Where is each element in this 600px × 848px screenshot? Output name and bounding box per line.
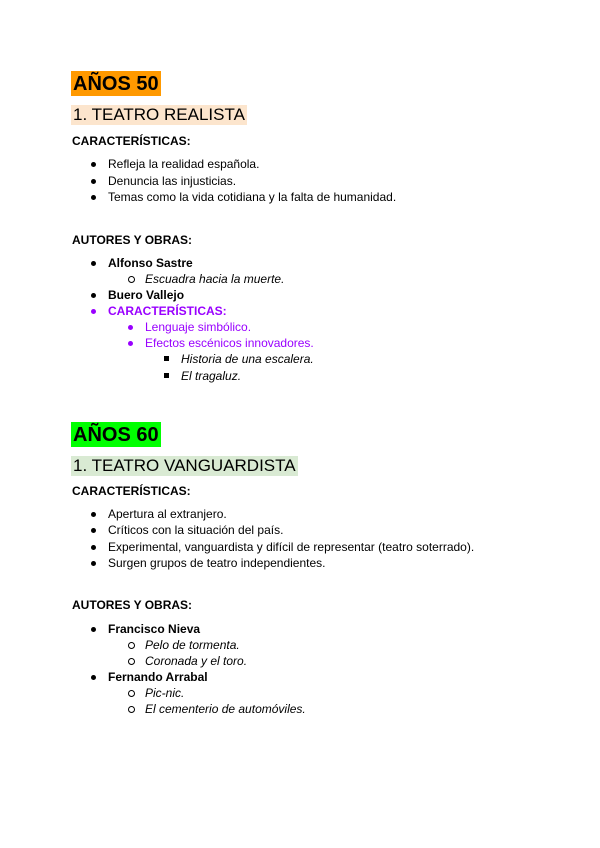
list-item: Surgen grupos de teatro independientes. [91, 556, 326, 570]
era-heading-60: AÑOS 60 [73, 424, 159, 446]
authors-heading-50: AUTORES Y OBRAS: [72, 233, 193, 247]
list-item: Experimental, vanguardista y difícil de representar (teatro soterrado). [91, 540, 474, 554]
list-item: Críticos con la situación del país. [91, 523, 283, 537]
work-item: El cementerio de automóviles. [128, 702, 306, 716]
work-item: Pic-nic. [128, 686, 184, 700]
characteristics-heading-60: CARACTERÍSTICAS: [72, 484, 191, 498]
author-item: Alfonso Sastre [91, 256, 193, 270]
work-item: Escuadra hacia la muerte. [128, 272, 284, 286]
sub-characteristics-heading: CARACTERÍSTICAS: [91, 304, 227, 318]
author-item: Buero Vallejo [91, 288, 184, 302]
characteristics-heading-50: CARACTERÍSTICAS: [72, 134, 191, 148]
work-item: El tragaluz. [164, 369, 241, 383]
list-item: Apertura al extranjero. [91, 507, 227, 521]
list-item: Temas como la vida cotidiana y la falta de humanidad. [91, 190, 396, 204]
section-title-realista: 1. TEATRO REALISTA [73, 105, 245, 124]
work-item: Pelo de tormenta. [128, 638, 240, 652]
list-item: Lenguaje simbólico. [128, 320, 251, 334]
author-item: Fernando Arrabal [91, 670, 208, 684]
list-item: Denuncia las injusticias. [91, 174, 236, 188]
author-item: Francisco Nieva [91, 622, 200, 636]
list-item: Efectos escénicos innovadores. [128, 336, 314, 350]
work-item: Historia de una escalera. [164, 352, 314, 366]
era-heading-50: AÑOS 50 [73, 73, 159, 95]
list-item: Refleja la realidad española. [91, 157, 259, 171]
work-item: Coronada y el toro. [128, 654, 247, 668]
authors-heading-60: AUTORES Y OBRAS: [72, 598, 193, 612]
section-title-vanguardista: 1. TEATRO VANGUARDISTA [73, 456, 296, 475]
